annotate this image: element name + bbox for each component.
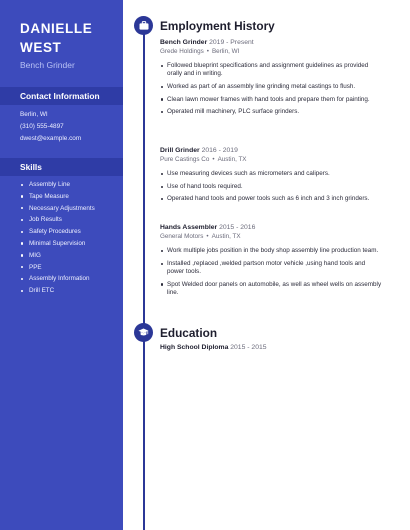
skill-item: Assembly Line	[20, 181, 95, 193]
job-bullet: Use of hand tools required.	[160, 183, 382, 191]
education-header: Education	[160, 326, 218, 340]
briefcase-icon	[134, 16, 153, 35]
skill-item: Minimal Supervision	[20, 240, 95, 252]
job-bullets	[160, 247, 382, 297]
job-bullet: Operated mill machinery, PLC surface grinders.	[160, 108, 382, 116]
job-company: Grede Holdings	[160, 48, 204, 55]
skill-item: Drill ETC	[20, 287, 95, 299]
job-bullet: Followed blueprint specifications and assignment guidelines as provided orally and in writing.	[160, 62, 382, 78]
skill-item: Tape Measure	[20, 193, 95, 205]
contact-header: Contact Information	[0, 87, 123, 105]
timeline-line	[143, 32, 145, 530]
job-company: Pure Castings Co	[160, 156, 210, 163]
contact-email[interactable]: dwest@example.com	[20, 135, 82, 142]
skill-item: Safety Procedures	[20, 228, 95, 240]
job-location: Austin, TX	[217, 156, 247, 163]
job-bullet: Installed ,replaced ,welded partson motor vehicle ,using hand tools and power tools.	[160, 260, 382, 276]
skills-list	[20, 181, 95, 299]
skill-item: MIG	[20, 252, 95, 264]
job-bullet: Use measuring devices such as micrometers and calipers.	[160, 170, 382, 178]
job-bullet: Work multiple jobs position in the body shop assembly line production team.	[160, 247, 382, 255]
job-dates: 2015 - 2016	[219, 224, 256, 231]
job-company: General Motors	[160, 233, 204, 240]
job-bullets	[160, 170, 382, 204]
name-first: DANIELLE	[20, 21, 93, 36]
job-entry: Drill Grinder 2016 - 2019 Pure Castings Co • Austin, TX Use measuring devices such as micrometers and calipers. Use of hand tools required. Operated hand tools and power tools such as 6 inch and 3 inch grinders.	[160, 146, 382, 208]
job-bullets	[160, 62, 382, 117]
skill-item: PPE	[20, 264, 95, 276]
job-entry: Bench Grinder 2019 - Present Grede Holdings • Berlin, WI Followed blueprint specifications and assignment guidelines as provided orally and in writing. Worked as part of an assembly line grinding metal castings to flush. Clean lawn mower frames with hand tools and prepare them for painting. Operated mill machinery, PLC surface grinders.	[160, 38, 382, 121]
skill-item: Necessary Adjustments	[20, 205, 95, 217]
job-role: Drill Grinder	[160, 147, 200, 154]
education-dates: 2015 - 2015	[230, 344, 267, 351]
job-bullet: Operated hand tools and power tools such as 6 inch and 3 inch grinders.	[160, 195, 382, 203]
graduation-cap-icon	[134, 323, 153, 342]
job-dates: 2019 - Present	[209, 39, 254, 46]
skill-item: Job Results	[20, 216, 95, 228]
job-dates: 2016 - 2019	[201, 147, 238, 154]
candidate-name	[20, 19, 116, 57]
employment-header: Employment History	[160, 19, 275, 33]
job-bullet: Spot Welded door panels on automobile, as well as wheel wells on assembly line.	[160, 281, 382, 297]
job-bullet: Worked as part of an assembly line grinding metal castings to flush.	[160, 83, 382, 91]
job-bullet: Clean lawn mower frames with hand tools and prepare them for painting.	[160, 96, 382, 104]
job-location: Austin, TX	[211, 233, 241, 240]
skill-item: Assembly Information	[20, 275, 95, 287]
job-role: Bench Grinder	[160, 39, 208, 46]
education-entry	[160, 344, 267, 351]
education-degree: High School Diploma	[160, 344, 229, 351]
name-last: WEST	[20, 40, 62, 55]
job-location: Berlin, WI	[211, 48, 240, 55]
job-role: Hands Assembler	[160, 224, 218, 231]
candidate-title: Bench Grinder	[20, 60, 75, 70]
sidebar	[0, 0, 123, 530]
job-entry: Hands Assembler 2015 - 2016 General Motors • Austin, TX Work multiple jobs position in the body shop assembly line production team. Installed ,replaced ,welded partson motor vehicle ,using hand tools and power tools. Spot Welded door panels on automobile, as well as wheel wells on assembly line.	[160, 224, 382, 296]
skills-header: Skills	[0, 158, 123, 176]
contact-city: Berlin, WI	[20, 111, 48, 118]
contact-phone: (310) 555-4897	[20, 123, 64, 130]
